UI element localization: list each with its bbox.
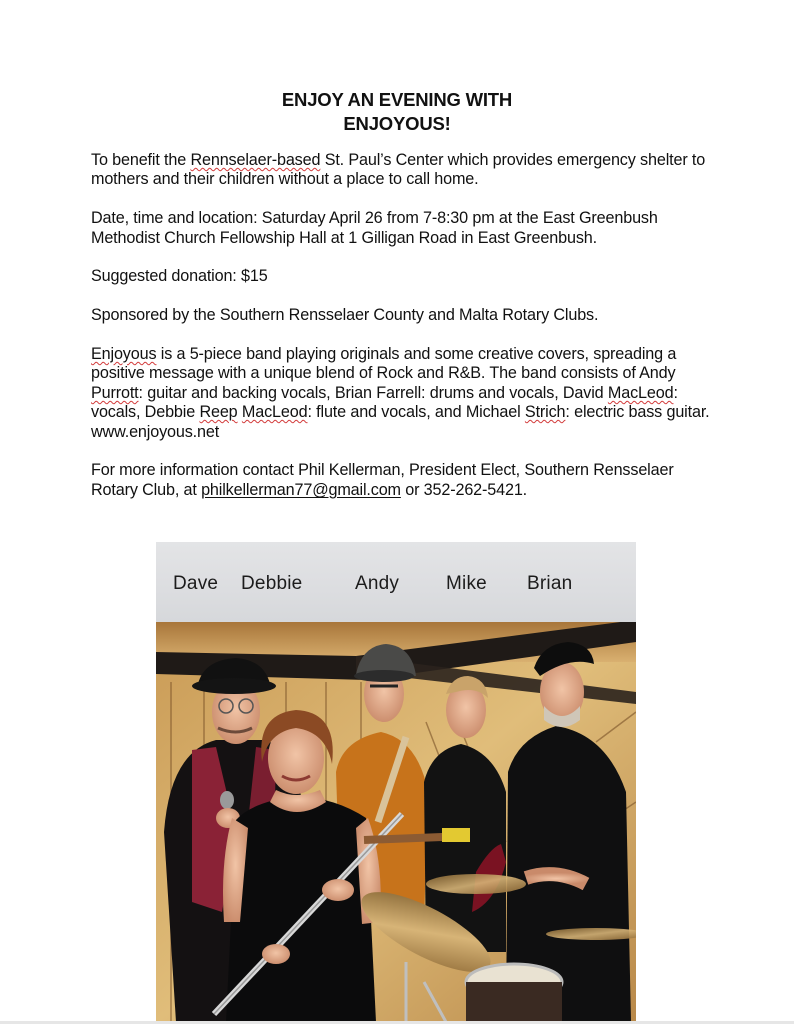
band-text: : vocals, Debbie	[91, 383, 678, 422]
sponsor-paragraph: Sponsored by the Southern Rensselaer County and Malta Rotary Clubs.	[91, 306, 599, 325]
flyer-title	[0, 88, 794, 136]
band-text: : flute and vocals, and Michael	[307, 403, 525, 422]
spellcheck-word: MacLeod	[607, 383, 674, 402]
date-location-paragraph: Date, time and location: Saturday April 26 from 7-8:30 pm at the East Greenbush Methodist Church Fellowship Hall at 1 Gilligan Road in East Greenbush.	[91, 209, 658, 247]
spellcheck-word: Strich	[524, 403, 566, 422]
title-line-2: ENJOYOUS!	[343, 113, 451, 134]
contact-paragraph	[91, 461, 711, 500]
spellcheck-word: Purrott	[91, 383, 139, 402]
spellcheck-word: MacLeod	[241, 403, 308, 422]
contact-text-post: or 352-262-5421.	[400, 480, 528, 499]
spellcheck-word: Reep	[199, 403, 238, 422]
email-link[interactable]: philkellerman77@gmail.com	[201, 480, 401, 499]
band-text: is a 5-piece band playing originals and some creative covers, spreading a positive message with a unique blend of Rock and R&B. The band consists of Andy	[91, 345, 677, 383]
band-photo	[156, 542, 636, 1022]
photo-label-debbie: Debbie	[241, 573, 303, 594]
spellcheck-word: Rennselaer-based	[190, 151, 321, 169]
benefit-text-pre: To benefit the	[91, 151, 191, 169]
photo-name-labels	[156, 542, 636, 622]
band-photo-scene	[156, 622, 636, 1022]
title-line-1: ENJOY AN EVENING WITH	[281, 89, 513, 110]
donation-paragraph: Suggested donation: $15	[91, 267, 268, 286]
photo-label-mike: Mike	[446, 573, 487, 594]
benefit-paragraph	[91, 151, 711, 190]
photo-label-andy: Andy	[355, 573, 400, 594]
benefit-text-post: St. Paul’s Center which provides emergency shelter to mothers and their children without a place to call home.	[91, 151, 706, 189]
spellcheck-word: Enjoyous	[91, 345, 157, 363]
contact-text-pre: For more information contact Phil Kellerman, President Elect, Southern Rensselaer Rotary Club, at	[91, 461, 674, 499]
photo-label-brian: Brian	[527, 573, 573, 594]
flyer-body	[91, 151, 711, 520]
band-text: : guitar and backing vocals, Brian Farrell: drums and vocals, David	[138, 383, 608, 402]
band-paragraph	[91, 345, 711, 442]
band-text: : electric bass guitar. www.enjoyous.net	[91, 403, 710, 441]
photo-label-dave: Dave	[173, 573, 219, 594]
